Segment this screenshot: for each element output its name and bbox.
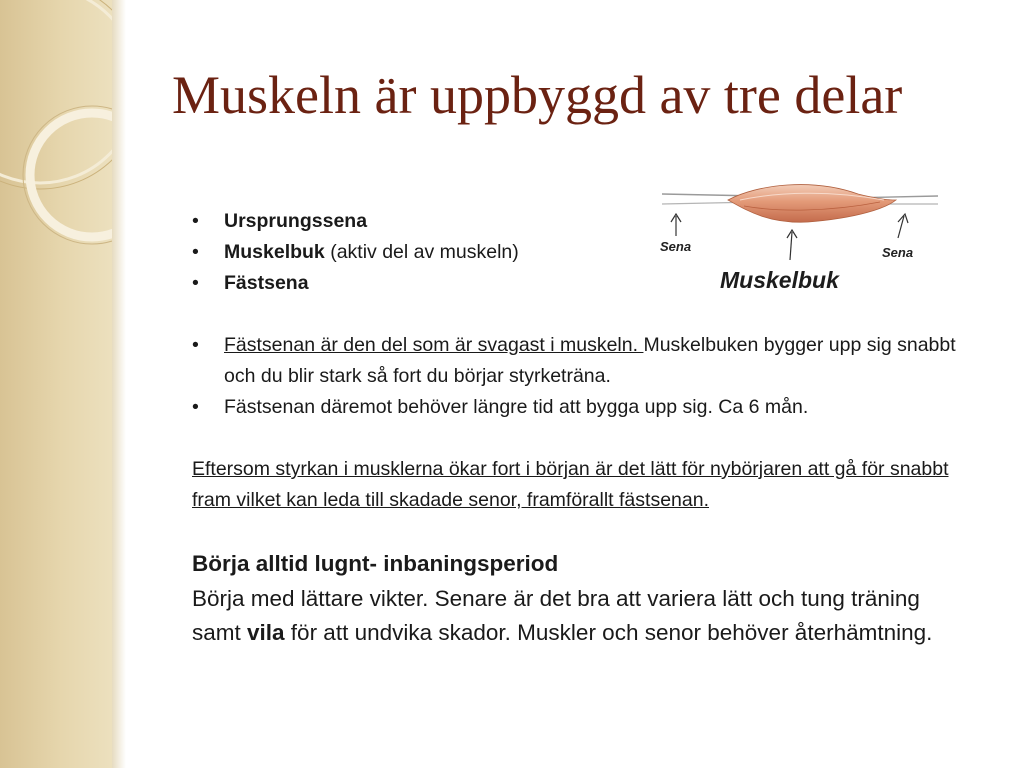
part-name: Muskelbuk — [224, 241, 325, 263]
sidebar-circles-decoration — [0, 0, 112, 768]
bullet-icon: • — [192, 396, 199, 418]
advice-block — [192, 547, 972, 651]
tendon-facts-list — [192, 330, 972, 423]
bullet-icon: • — [192, 210, 199, 232]
advice-bold-word: vila — [247, 620, 285, 645]
list-item — [192, 392, 972, 423]
list-item — [192, 237, 972, 268]
list-item — [192, 268, 972, 299]
fact-text: Fästsenan däremot behöver längre tid att bygga upp sig. Ca 6 mån. — [224, 396, 809, 418]
slide-title: Muskeln är uppbyggd av tre delar — [172, 65, 903, 125]
muscle-belly-caption: Muskelbuk — [720, 267, 839, 293]
list-item — [192, 330, 972, 392]
decorative-sidebar — [0, 0, 112, 768]
warning-paragraph: Eftersom styrkan i musklerna ökar fort i början är det lätt för nybörjaren att gå för snabbt fram vilket kan leda till skadade senor, framförallt fästsenan. — [192, 458, 949, 511]
fact-text: Muskelbuken bygger upp sig snabbt och du blir stark så fort du börjar styrketräna. — [224, 334, 956, 387]
slide-body — [192, 206, 972, 651]
sidebar-shadow — [112, 0, 126, 768]
left-tendon-label: Sena — [660, 239, 692, 254]
list-item — [192, 206, 972, 237]
advice-text-end: för att undvika skador. Muskler och senor behöver återhämtning. — [284, 620, 933, 645]
bullet-icon: • — [192, 334, 199, 356]
advice-text — [192, 582, 972, 651]
fact-underlined-text: Fästsenan är den del som är svagast i muskeln. — [224, 334, 644, 356]
part-name: Ursprungssena — [224, 210, 368, 232]
bullet-icon: • — [192, 272, 199, 294]
right-tendon-label: Sena — [882, 245, 914, 260]
muscle-parts-list — [192, 206, 972, 299]
advice-heading: Börja alltid lugnt- inbaningsperiod — [192, 551, 559, 576]
part-description: (aktiv del av muskeln) — [324, 241, 519, 263]
part-name: Fästsena — [224, 272, 309, 294]
advice-text-start: Börja med lättare vikter. Senare är det bra att variera lätt och tung träning samt — [192, 585, 920, 645]
bullet-icon: • — [192, 241, 199, 263]
